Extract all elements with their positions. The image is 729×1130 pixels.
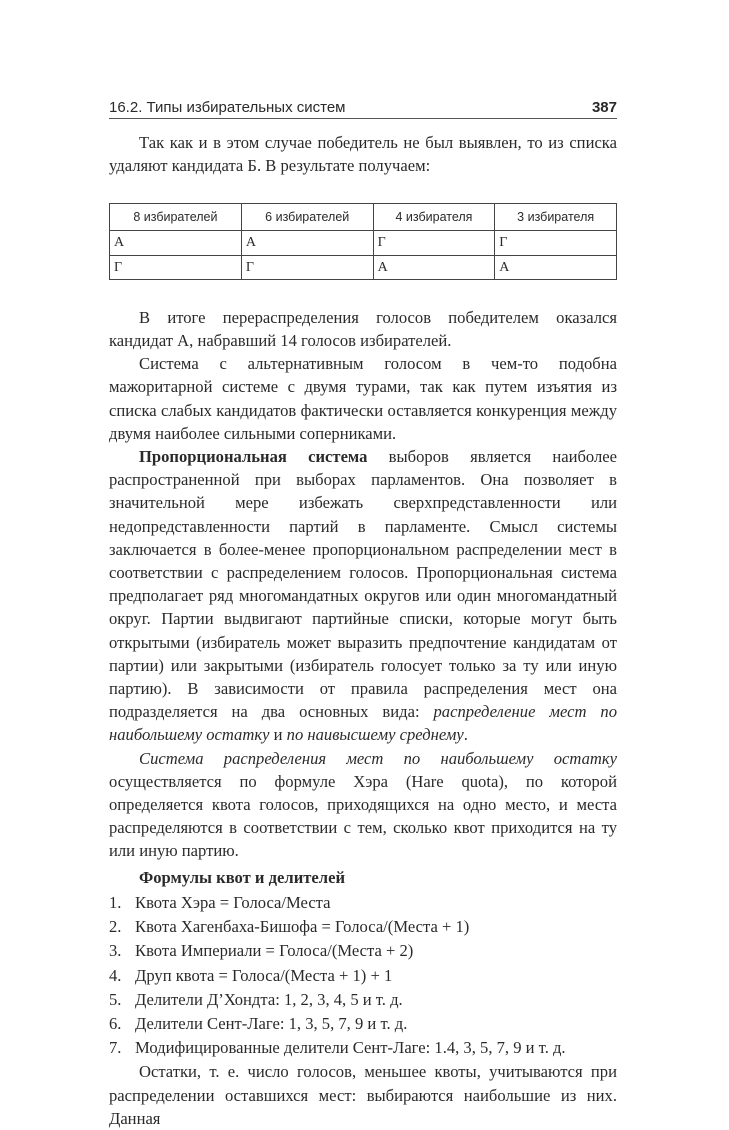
table-cell: А: [495, 255, 617, 279]
paragraph: В итоге перераспределения голосов победителем оказался кандидат А, набравший 14 голосов избирателей.: [109, 307, 617, 351]
list-item: 1. Квота Хэра = Голоса/Места: [109, 892, 331, 912]
column-header: 4 избирателя: [373, 204, 495, 231]
formulas-list: [109, 891, 617, 1060]
table-cell: А: [373, 255, 495, 279]
paragraph: Система с альтернативным голосом в чем-то подобна мажоритарной системе с двумя турами, так как путем изъятия из списка слабых кандидатов фактически оставляется конкуренция между двумя наиболее сильными соперниками.: [109, 354, 617, 443]
list-item: 2. Квота Хагенбаха-Бишофа = Голоса/(Места + 1): [109, 917, 470, 937]
table-cell: Г: [110, 255, 242, 279]
bold-term: Пропорциональная система: [139, 447, 368, 467]
paragraph: Система распределения мест по наибольшему остатку осуществляется по формуле Хэра (Hare quota), по которой определяется квота голосов, приходящихся на одно место, и места распределяются в соответствии с тем, сколько квот приходится на ту или иную партию.: [109, 748, 617, 861]
column-header: 6 избирателей: [241, 204, 373, 231]
list-item: 5. Делители Д’Хондта: 1, 2, 3, 4, 5 и т. д.: [109, 989, 403, 1009]
page-body: [109, 131, 617, 1130]
voters-table: [109, 203, 617, 279]
italic-term: по наивысшему среднему: [286, 725, 464, 745]
column-header: 3 избирателя: [495, 204, 617, 231]
paragraph: Остатки, т. е. число голосов, меньшее квоты, учитываются при распределении оставшихся мест: выбираются наибольшие из них. Данная: [109, 1062, 617, 1128]
table-cell: Г: [241, 255, 373, 279]
formulas-heading: Формулы квот и делителей: [139, 867, 346, 887]
column-header: 8 избирателей: [110, 204, 242, 231]
table-cell: Г: [373, 231, 495, 255]
table-header-row: [110, 204, 617, 231]
page-number: 387: [591, 99, 617, 116]
table-row: [110, 231, 617, 255]
list-item: 6. Делители Сент-Лаге: 1, 3, 5, 7, 9 и т. д.: [109, 1013, 408, 1033]
paragraph: Пропорциональная система выборов является наиболее распространенной при выборах парламентов. Она позволяет в значительной мере избежать сверхпредставленности или недопредставленности партий в парламенте. Смысл системы заключается в более-менее пропорциональном распределении мест в соответствии с распределением голосов. Пропорциональная система предполагает ряд многомандатных округов или один многомандатный округ. Партии выдвигают партийные списки, которые могут быть открытыми (избиратель может выразить предпочтение кандидатам от партии) или закрытыми (избиратель голосует только за ту или иную партию). В зависимости от правила распределения мест она подразделяется на два основных вида: распределение мест по наибольшему остатку и по наивысшему среднему.: [109, 447, 617, 745]
table-row: [110, 255, 617, 279]
section-title: 16.2. Типы избирательных систем: [109, 99, 346, 116]
table-cell: А: [110, 231, 242, 255]
running-header: [109, 92, 617, 119]
italic-term: распределение мест по наибольшему остатку: [109, 702, 617, 745]
list-item: 3. Квота Империали = Голоса/(Места + 2): [109, 941, 414, 961]
list-item: 7. Модифицированные делители Сент-Лаге: 1.4, 3, 5, 7, 9 и т. д.: [109, 1038, 566, 1058]
table-cell: Г: [495, 231, 617, 255]
paragraph: Так как и в этом случае победитель не был выявлен, то из списка удаляют кандидата Б. В результате получаем:: [109, 133, 617, 176]
table-cell: А: [241, 231, 373, 255]
italic-term: Система распределения мест по наибольшему остатку: [139, 748, 617, 768]
list-item: 4. Друп квота = Голоса/(Места + 1) + 1: [109, 965, 393, 985]
